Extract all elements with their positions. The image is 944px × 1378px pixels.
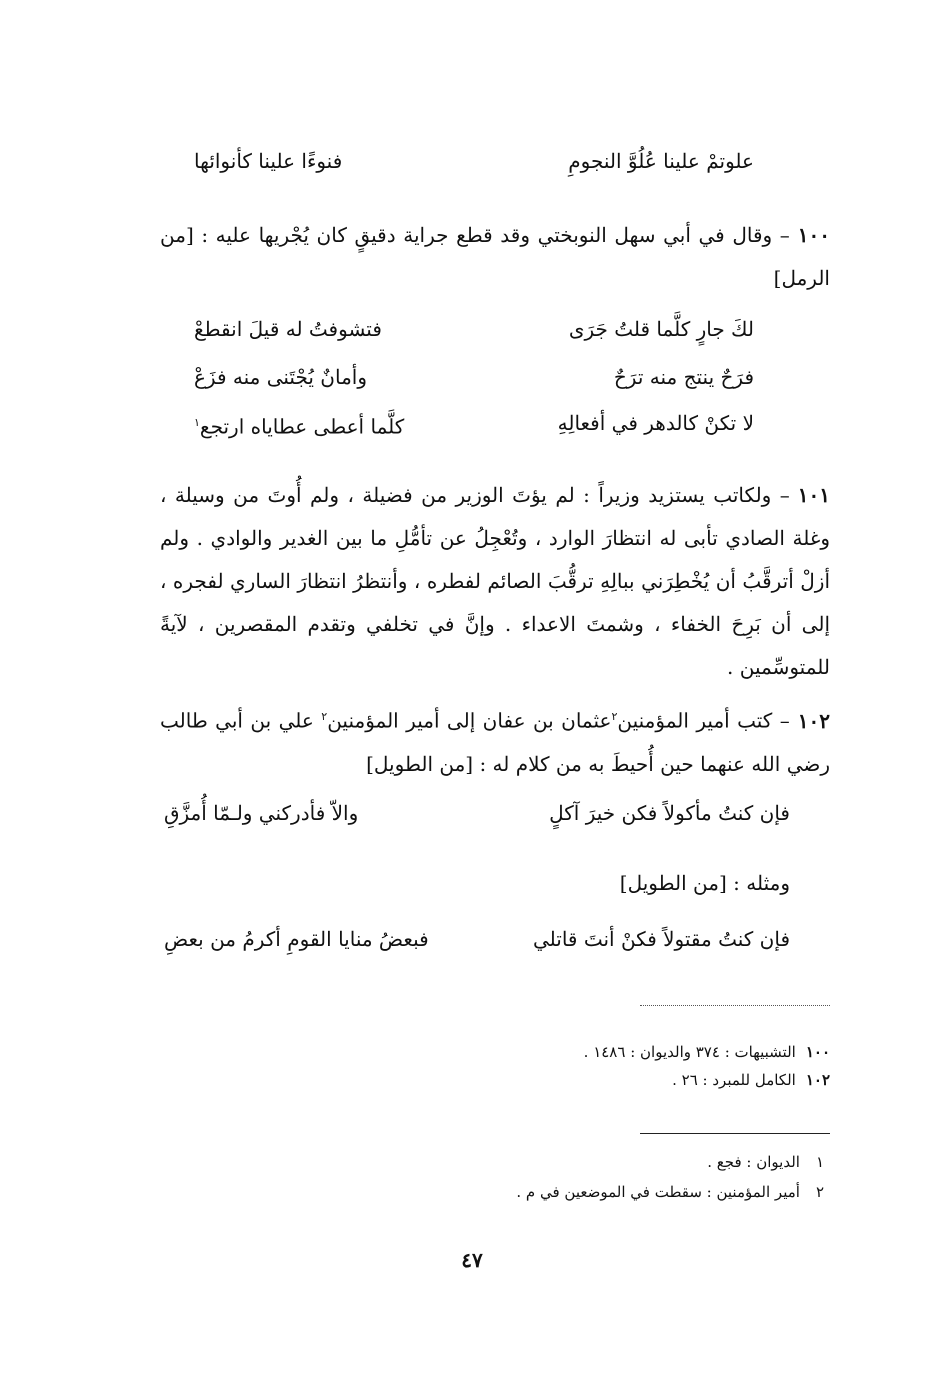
entry-text-a: – كتب أمير المؤمنين: [617, 708, 790, 733]
verse-second-hemistich: [194, 408, 404, 442]
meter-line: ومثله : [من الطويل]: [619, 871, 790, 895]
footnote-text: أمير المؤمنين : سقطت في الموضعين في م .: [516, 1183, 800, 1201]
footnote-text: الديوان : فجع .: [707, 1153, 800, 1171]
source-note-number: ١٠٢: [805, 1071, 830, 1089]
verse-first-hemistich: لكَ جارٍ كلَّما قلتُ جَرَى: [568, 317, 754, 341]
entry-number: ١٠٢: [797, 708, 830, 733]
entry-number: ١٠٠: [797, 223, 830, 247]
footnote-ref: ١: [194, 416, 200, 429]
entry-101-paragraph: [160, 474, 830, 689]
footnote: [707, 1150, 824, 1174]
verse-second-hemistich: فنوءًا علينا كأنوائها: [194, 149, 343, 173]
verse-second-text: كلَّما أعطى عطاياه ارتجع: [199, 414, 405, 439]
verse-second-hemistich: والاّ فأدركني ولـمّا أُمزَّقِ: [164, 801, 359, 825]
verse-second-hemistich: فبعضُ منايا القومِ أكرمُ من بعضِ: [164, 927, 429, 951]
verse-first-hemistich: فإن كنتُ مقتولاً فكنْ أنتَ قاتلي: [532, 927, 790, 951]
verse-line: [194, 362, 754, 392]
entry-100-paragraph: [160, 214, 830, 300]
entry-text-c: علي بن أبي طالب رضي الله عنهما حين أُحيطَ به من كلام له : [من الطويل]: [160, 708, 830, 776]
entry-text-b: عثمان بن عفان إلى أمير المؤمنين: [327, 708, 612, 733]
verse-line: [194, 146, 754, 176]
entry-text: – ولكاتب يستزيد وزيراً : لم يؤتَ الوزير من فضيلة ، ولم أُوتَ من وسيلة ، وغلة الصادي تأبى له انتظارَ الوارد ، وتُعْجِلُ عن تأمُّلِ ما بين الغدير والوادي . ولم أزلْ أترقَّبُ أن يُخْطِرَني ببالِهِ ترقُّبَ الصائم لفطره ، وأنتظرُ انتظارَ الساري لفجره ، إلى أن بَرِحَ الخفاء ، وشمتَ الاعداء . وإنَّ في تخلفي وتقدم المقصرين ، لآيةً للمتوسِّمين .: [160, 483, 830, 679]
verse-line: [164, 798, 790, 828]
verse-line: [164, 924, 790, 954]
source-note-text: الكامل للمبرد : ٢٦ .: [672, 1071, 796, 1089]
footnote-separator: [640, 1133, 830, 1134]
verse-first-hemistich: علوتمْ علينا عُلُوَّ النجومِ: [568, 149, 754, 173]
verse-line: [194, 314, 754, 344]
footnote-number: ١: [815, 1153, 824, 1171]
entry-number: ١٠١: [797, 483, 830, 507]
verse-first-hemistich: لا تكنْ كالدهر في أفعالِهِ: [557, 411, 754, 435]
source-note: [584, 1040, 830, 1064]
footnote: [516, 1180, 824, 1204]
footnote-number: ٢: [815, 1183, 824, 1201]
entry-text: – وقال في أبي سهل النوبختي وقد قطع جراية دقيقٍ كان يُجْريها عليه : [من الرمل]: [160, 223, 830, 290]
verse-second-hemistich: فتشوفتُ له قيلَ انقطعْ: [194, 317, 382, 341]
verse-first-hemistich: فإن كنتُ مأكولاً فكن خيرَ آكلٍ: [549, 801, 790, 825]
page-number: ٤٧: [461, 1248, 483, 1272]
dotted-separator: [640, 1005, 830, 1006]
entry-102-paragraph: [160, 695, 830, 786]
verse-line: [194, 408, 754, 442]
verse-first-hemistich: فرَحٌ ينتج منه ترَحٌ: [613, 365, 754, 389]
source-note-text: التشبيهات : ٣٧٤ والديوان : ١٤٨٦ .: [583, 1043, 796, 1061]
source-note-number: ١٠٠: [805, 1043, 830, 1061]
verse-second-hemistich: وأمانٌ يُجْتَنى منه فزَعْ: [194, 365, 367, 389]
footnote-ref: ٢: [611, 710, 618, 723]
source-note: [672, 1068, 830, 1092]
footnote-ref: ٢: [321, 710, 328, 723]
